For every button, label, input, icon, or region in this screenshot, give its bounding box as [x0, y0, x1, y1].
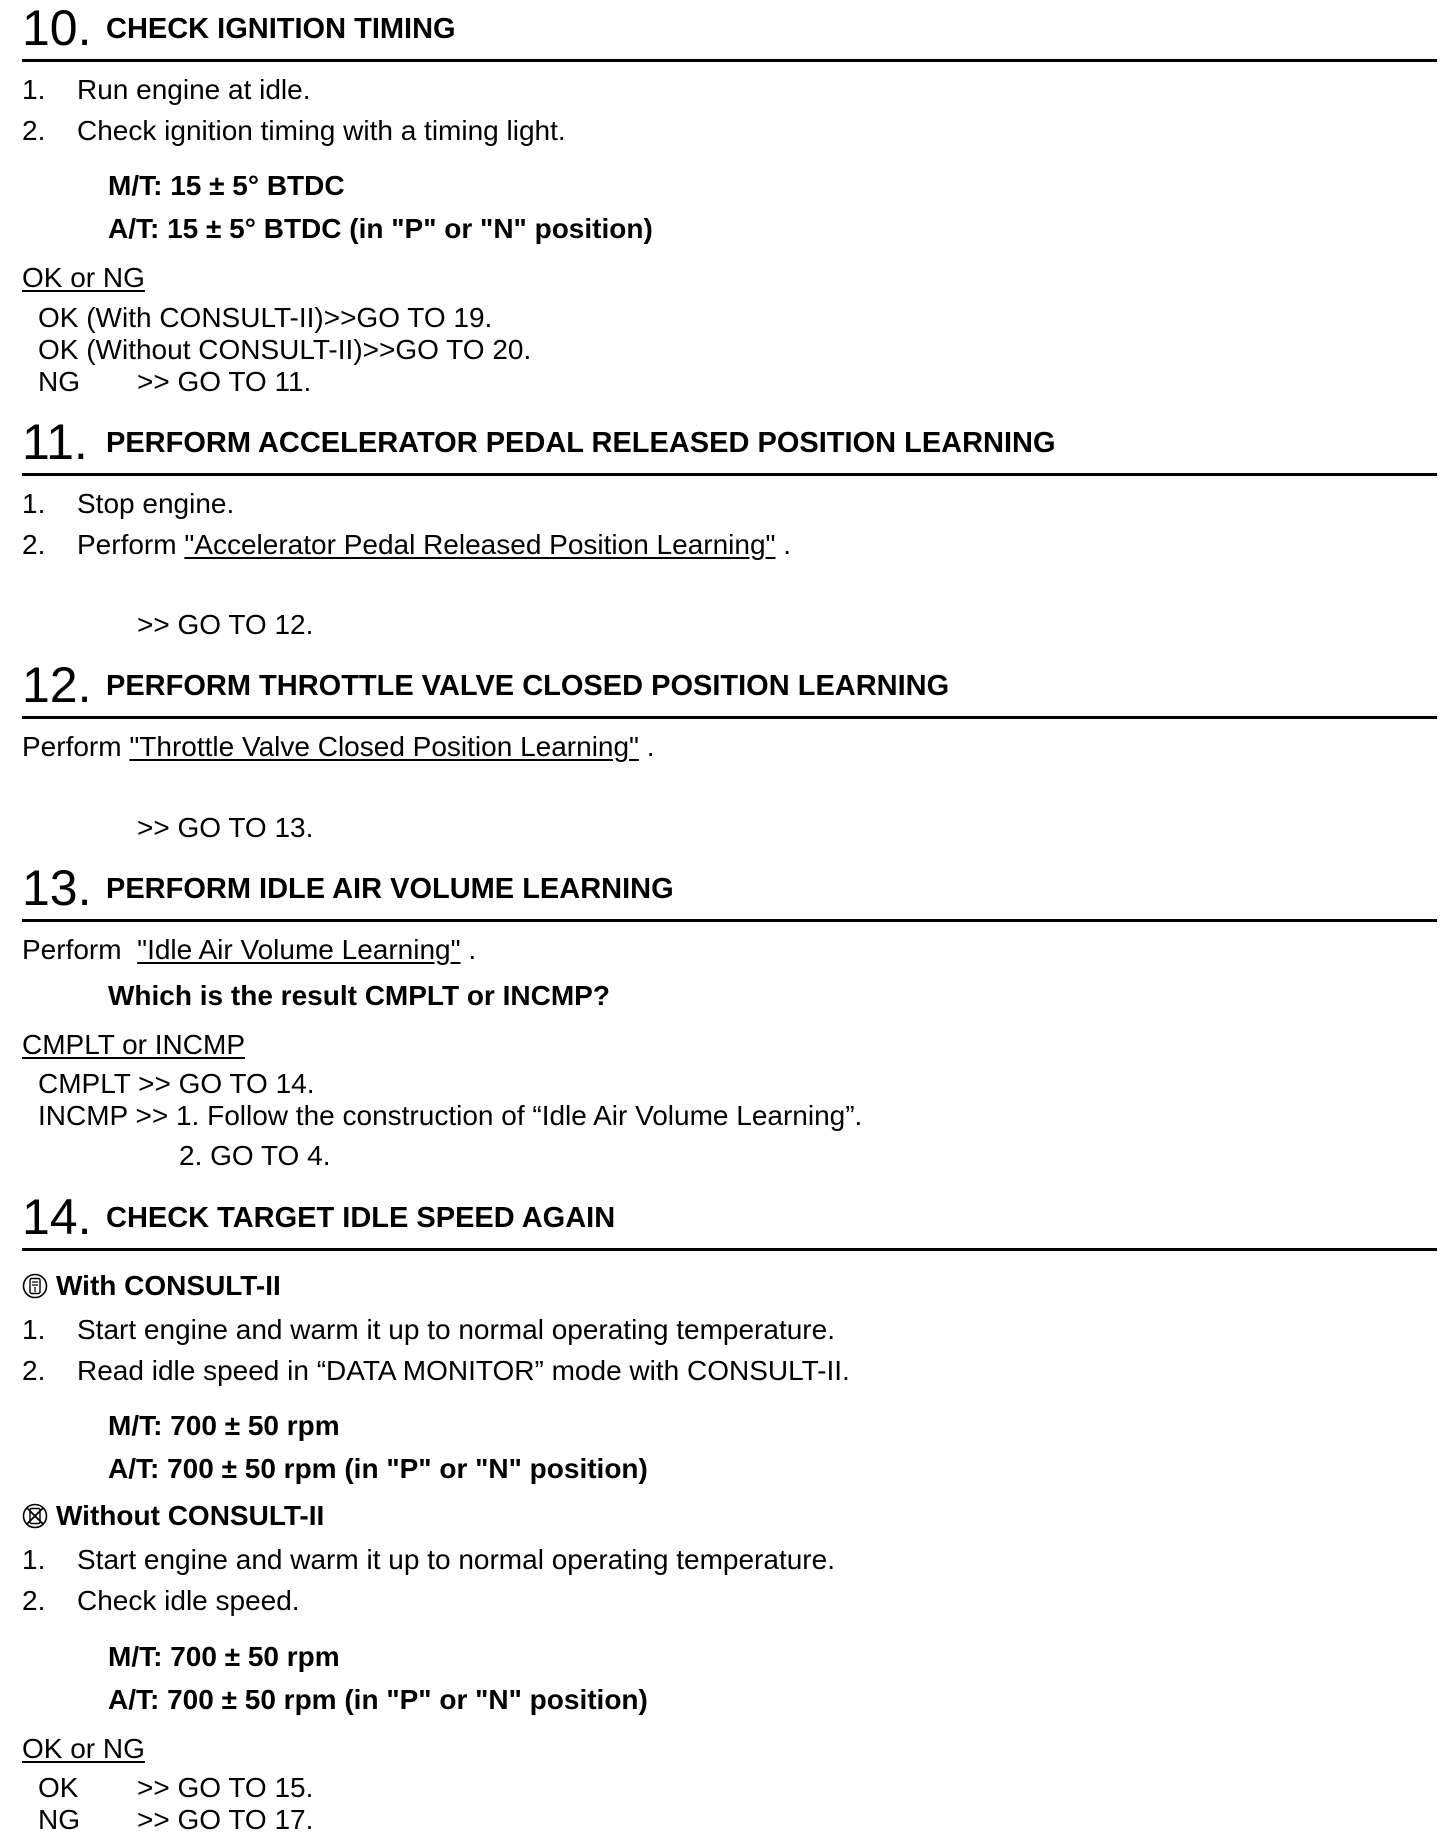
idle-air-volume-learning-link[interactable]: "Idle Air Volume Learning" — [137, 934, 461, 965]
result-heading: OK or NG — [22, 1733, 145, 1764]
result-label: OK — [38, 1772, 79, 1803]
divider — [22, 716, 1437, 719]
list-item: Start engine and warm it up to normal operating temperature. — [77, 1314, 835, 1345]
divider — [22, 473, 1437, 476]
list-item — [77, 529, 791, 561]
result-action: >> GO TO 15. — [137, 1772, 314, 1803]
result-option: OK (Without CONSULT-II)>>GO TO 20. — [38, 334, 532, 365]
result-option: 2. GO TO 4. — [179, 1140, 331, 1171]
item-prefix: Perform — [77, 529, 185, 560]
step-title: PERFORM THROTTLE VALVE CLOSED POSITION LEARNING — [106, 670, 950, 702]
list-item: Start engine and warm it up to normal operating temperature. — [77, 1544, 835, 1575]
spec-value: A/T: 15 ± 5° BTDC (in "P" or "N" position) — [108, 213, 653, 244]
list-item: Check idle speed. — [77, 1585, 300, 1616]
divider — [22, 59, 1437, 62]
consult-tester-icon — [22, 1273, 48, 1299]
result-action: >> GO TO 17. — [137, 1804, 314, 1835]
instruction-prefix: Perform — [22, 934, 138, 965]
list-item: Read idle speed in “DATA MONITOR” mode with CONSULT-II. — [77, 1355, 850, 1386]
instruction — [22, 934, 476, 966]
result-label: NG — [38, 1804, 80, 1835]
spec-value: M/T: 700 ± 50 rpm — [108, 1641, 340, 1672]
instruction-suffix: . — [460, 934, 477, 965]
result-option: INCMP >> 1. Follow the construction of “Idle Air Volume Learning”. — [38, 1100, 863, 1131]
list-number: 1. — [22, 1314, 46, 1345]
instruction — [22, 731, 655, 763]
step-title: PERFORM ACCELERATOR PEDAL RELEASED POSITION LEARNING — [106, 427, 1056, 459]
spec-value: M/T: 700 ± 50 rpm — [108, 1410, 340, 1441]
list-item: Check ignition timing with a timing light. — [77, 115, 566, 146]
step-number: 10. — [22, 0, 92, 56]
mode-heading — [22, 1500, 324, 1532]
spec-value: M/T: 15 ± 5° BTDC — [108, 170, 345, 201]
result-heading: OK or NG — [22, 262, 145, 293]
result-option: OK (With CONSULT-II)>>GO TO 19. — [38, 302, 493, 333]
list-number: 2. — [22, 529, 46, 560]
result-action: >> GO TO 11. — [137, 366, 312, 397]
question: Which is the result CMPLT or INCMP? — [108, 980, 610, 1011]
result-label: NG — [38, 366, 80, 397]
list-item: Stop engine. — [77, 488, 235, 519]
divider — [22, 1248, 1437, 1251]
mode-heading-label: With CONSULT-II — [56, 1270, 281, 1301]
step-number: 12. — [22, 657, 92, 713]
step-number: 14. — [22, 1189, 92, 1245]
instruction-suffix: . — [639, 731, 655, 762]
spec-value: A/T: 700 ± 50 rpm (in "P" or "N" position) — [108, 1453, 648, 1484]
step-title: CHECK IGNITION TIMING — [106, 13, 456, 45]
step-number: 13. — [22, 860, 92, 916]
step-number: 11. — [22, 414, 88, 470]
spec-value: A/T: 700 ± 50 rpm (in "P" or "N" position) — [108, 1684, 648, 1715]
list-number: 2. — [22, 1355, 46, 1386]
accelerator-pedal-learning-link[interactable]: "Accelerator Pedal Released Position Learning" — [184, 529, 776, 560]
list-item: Run engine at idle. — [77, 74, 311, 105]
list-number: 1. — [22, 1544, 46, 1575]
mode-heading-label: Without CONSULT-II — [56, 1500, 325, 1531]
list-number: 2. — [22, 115, 46, 146]
list-number: 1. — [22, 488, 46, 519]
goto-action: >> GO TO 13. — [137, 812, 314, 843]
goto-action: >> GO TO 12. — [137, 609, 314, 640]
step-title: PERFORM IDLE AIR VOLUME LEARNING — [106, 873, 674, 905]
list-number: 1. — [22, 74, 46, 105]
throttle-valve-learning-link[interactable]: "Throttle Valve Closed Position Learning" — [129, 731, 639, 762]
no-consult-icon — [22, 1503, 48, 1529]
mode-heading — [22, 1270, 281, 1302]
item-suffix: . — [775, 529, 792, 560]
result-heading: CMPLT or INCMP — [22, 1029, 245, 1060]
instruction-prefix: Perform — [22, 731, 130, 762]
list-number: 2. — [22, 1585, 46, 1616]
result-option: CMPLT >> GO TO 14. — [38, 1068, 315, 1099]
step-title: CHECK TARGET IDLE SPEED AGAIN — [106, 1202, 616, 1234]
divider — [22, 919, 1437, 922]
